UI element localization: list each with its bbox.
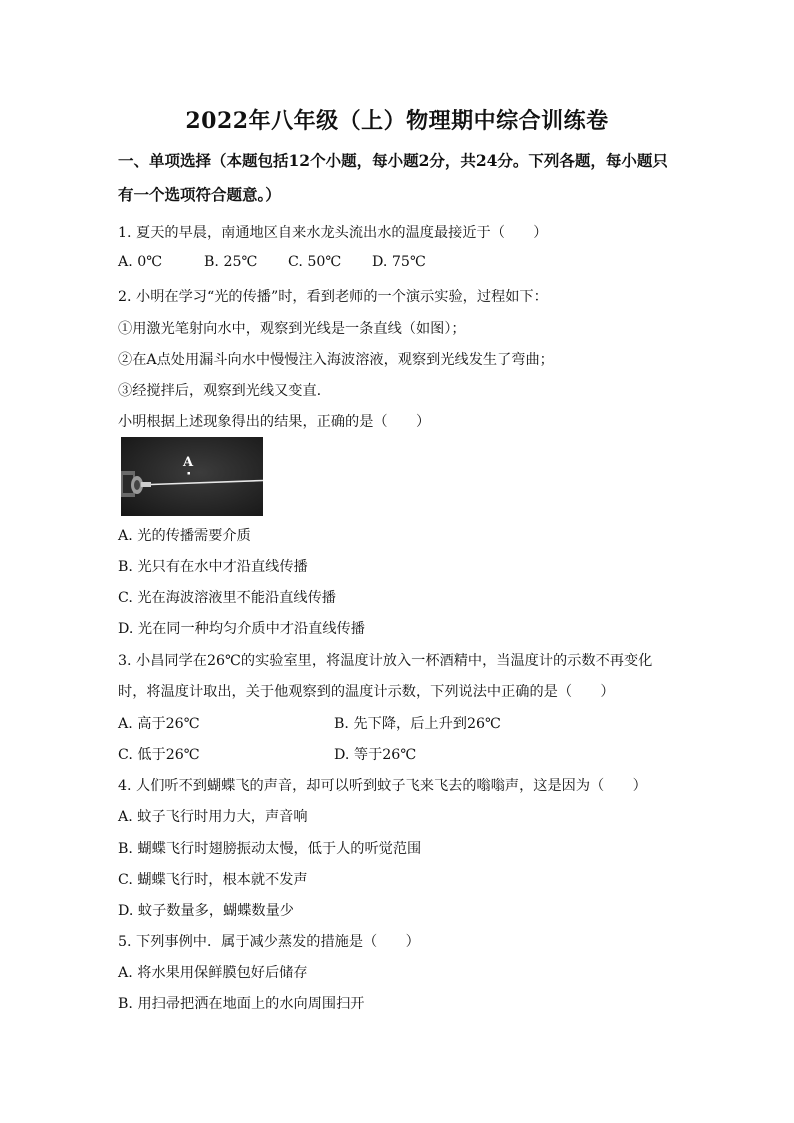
question-2-option-b: B. 光只有在水中才沿直线传播	[118, 559, 308, 575]
question-4-stem: 4. 人们听不到蝴蝶飞的声音，却可以听到蚊子飞来飞去的嗡嗡声，这是因为（ ）	[118, 778, 647, 794]
option-b: B. 25℃	[204, 254, 258, 270]
question-2-step-2: ②在A点处用漏斗向水中慢慢注入海波溶液，观察到光线发生了弯曲；	[118, 352, 554, 368]
question-2-step-3: ③经搅拌后，观察到光线又变直.	[118, 383, 322, 399]
section-heading: 一、单项选择（本题包括12个小题，每小题2分，共24分。下列各题，每小题只有一个选项符合题意。）	[118, 151, 668, 204]
question-4-option-c: C. 蝴蝶飞行时，根本就不发声	[118, 872, 308, 888]
question-5-option-b: B. 用扫帚把洒在地面上的水向周围扫开	[118, 996, 365, 1012]
question-3-stem-line-2: 时，将温度计取出，关于他观察到的温度计示数，下列说法中正确的是（ ）	[118, 684, 615, 700]
point-a-marker	[188, 472, 191, 475]
question-2-option-d: D. 光在同一种均匀介质中才沿直线传播	[118, 621, 365, 637]
page-title: 2022年八年级（上）物理期中综合训练卷	[185, 108, 609, 134]
option-a: A. 0℃	[118, 254, 163, 270]
option-c: C. 50℃	[288, 254, 342, 270]
laser-experiment-photo	[121, 437, 263, 516]
question-1-options	[118, 254, 426, 270]
point-a-label: A	[183, 455, 194, 470]
question-2-prompt: 小明根据上述现象得出的结果，正确的是（ ）	[118, 414, 431, 430]
question-2-step-1: ①用激光笔射向水中，观察到光线是一条直线（如图）；	[118, 321, 466, 337]
question-3-option-b: B. 先下降，后上升到26℃	[334, 716, 501, 732]
question-2-stem: 2. 小明在学习“光的传播”时，看到老师的一个演示实验，过程如下：	[118, 289, 548, 305]
question-2-option-c: C. 光在海波溶液里不能沿直线传播	[118, 590, 336, 606]
question-3-option-d: D. 等于26℃	[334, 747, 417, 763]
question-5-stem: 5. 下列事例中．属于减少蒸发的措施是（ ）	[118, 934, 420, 950]
question-2-option-a: A. 光的传播需要介质	[118, 528, 251, 544]
question-1-stem: 1. 夏天的早晨，南通地区自来水龙头流出水的温度最接近于（ ）	[118, 225, 548, 241]
question-3-option-c: C. 低于26℃	[118, 747, 200, 763]
question-4-option-a: A. 蚊子飞行时用力大，声音响	[118, 809, 308, 825]
question-4-option-b: B. 蝴蝶飞行时翅膀振动太慢，低于人的听觉范围	[118, 841, 422, 857]
laser-figure	[121, 437, 263, 516]
option-d: D. 75℃	[372, 254, 426, 270]
question-3-stem-line-1: 3. 小昌同学在26℃的实验室里，将温度计放入一杯酒精中，当温度计的示数不再变化	[118, 653, 653, 669]
question-3-option-a: A. 高于26℃	[118, 716, 200, 732]
question-5-option-a: A. 将水果用保鲜膜包好后储存	[118, 965, 308, 981]
question-4-option-d: D. 蚊子数量多，蝴蝶数量少	[118, 903, 294, 919]
